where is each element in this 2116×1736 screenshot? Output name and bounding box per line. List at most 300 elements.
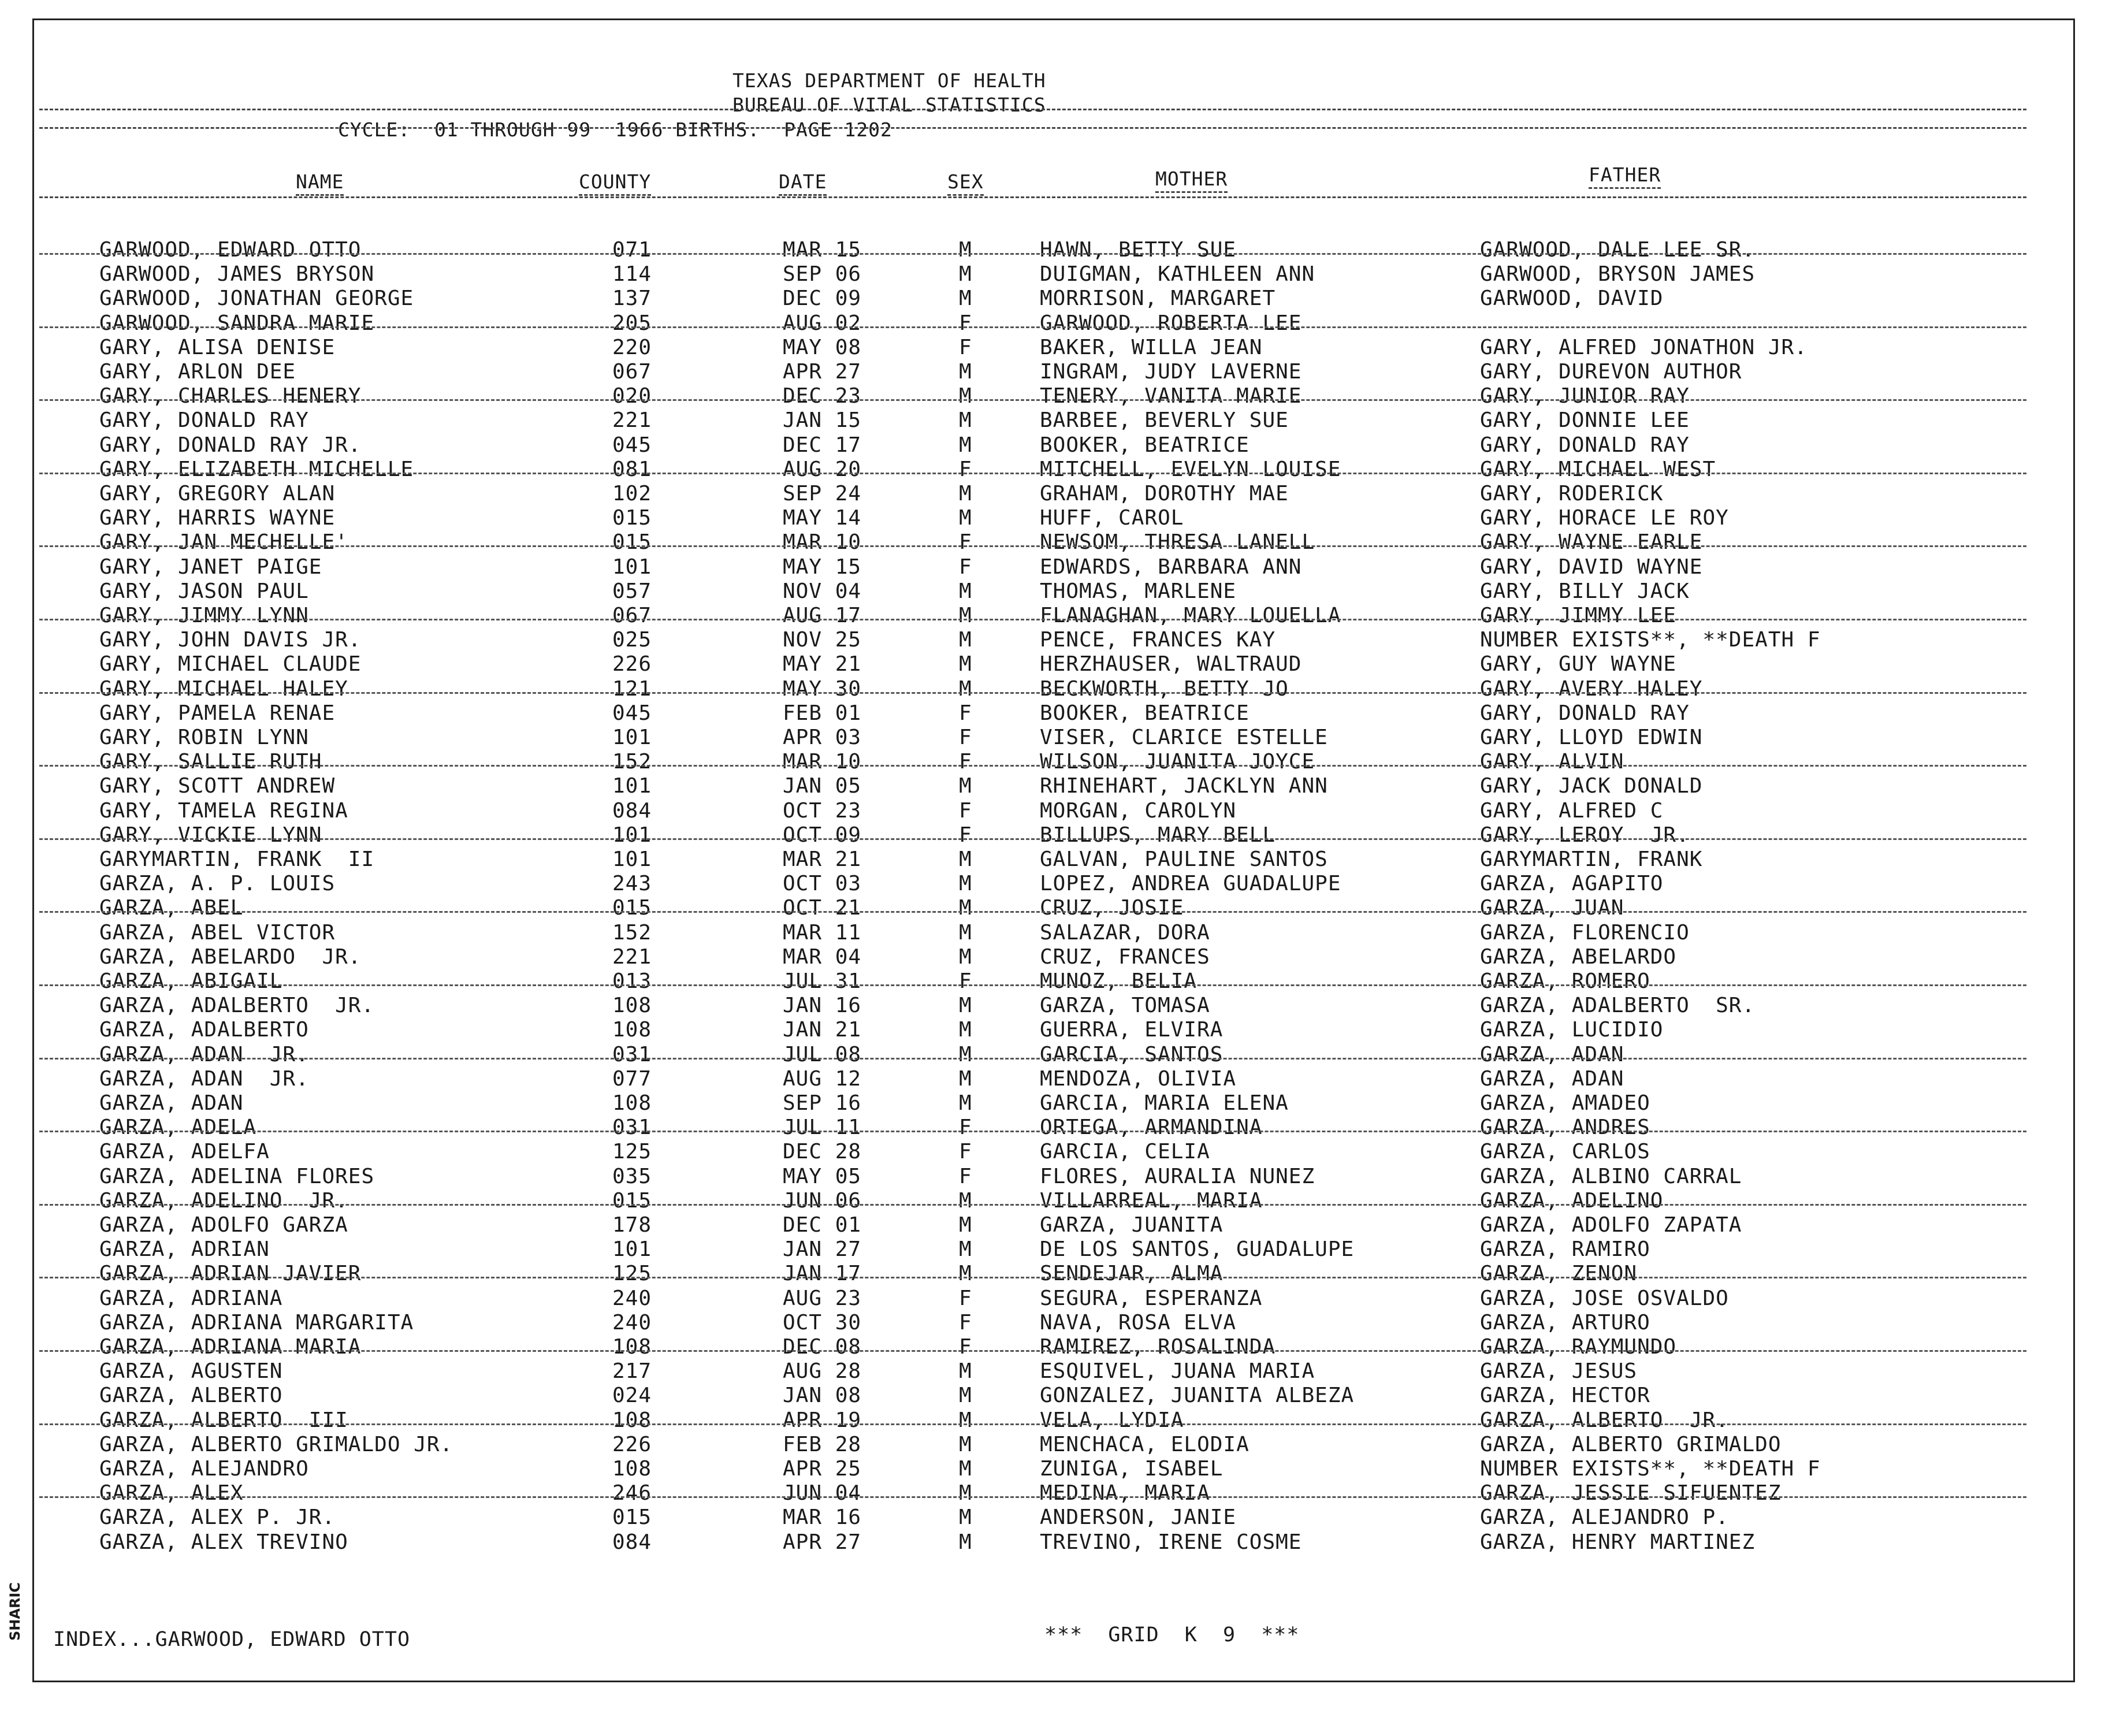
record-county: 020 xyxy=(612,384,652,408)
header-rule-2 xyxy=(39,127,2026,129)
record-mother: FLANAGHAN, MARY LOUELLA xyxy=(1040,604,1341,627)
table-row xyxy=(0,1457,2116,1481)
record-date: APR 27 xyxy=(783,1530,862,1554)
record-name: GARZA, ALEX xyxy=(99,1481,244,1505)
record-name: GARY, TAMELA REGINA xyxy=(99,798,348,823)
record-father: GARY, AVERY HALEY xyxy=(1480,676,1703,701)
table-row xyxy=(0,1237,2116,1262)
record-sex: F xyxy=(959,311,972,335)
record-name: GARY, JOHN DAVIS JR. xyxy=(99,628,362,652)
record-mother: SEGURA, ESPERANZA xyxy=(1040,1286,1263,1310)
record-date: APR 27 xyxy=(783,360,862,384)
record-date: DEC 08 xyxy=(783,1335,862,1359)
record-county: 221 xyxy=(612,945,652,969)
record-mother: VISER, CLARICE ESTELLE xyxy=(1040,726,1328,749)
record-sex: M xyxy=(959,872,972,896)
record-county: 035 xyxy=(612,1164,652,1188)
record-date: OCT 30 xyxy=(783,1310,862,1334)
record-name: GARY, SALLIE RUTH xyxy=(99,750,322,774)
record-name: GARY, ALISA DENISE xyxy=(99,335,336,359)
record-date: OCT 23 xyxy=(783,798,862,823)
record-county: 101 xyxy=(612,1237,652,1262)
record-mother: TREVINO, IRENE COSME xyxy=(1040,1530,1302,1554)
record-mother: BOOKER, BEATRICE xyxy=(1040,433,1249,457)
record-county: 101 xyxy=(612,555,652,579)
record-county: 246 xyxy=(612,1481,652,1505)
record-county: 125 xyxy=(612,1140,652,1164)
record-county: 152 xyxy=(612,920,652,945)
record-mother: NAVA, ROSA ELVA xyxy=(1040,1310,1237,1334)
record-mother: DUIGMAN, KATHLEEN ANN xyxy=(1040,262,1315,287)
record-sex: M xyxy=(959,1457,972,1481)
record-sex: M xyxy=(959,384,972,408)
record-father: GARY, DAVID WAYNE xyxy=(1480,555,1703,579)
table-row xyxy=(0,823,2116,847)
record-sex: M xyxy=(959,847,972,871)
record-mother: BAKER, WILLA JEAN xyxy=(1040,335,1263,359)
record-sex: M xyxy=(959,604,972,627)
record-father: GARYMARTIN, FRANK xyxy=(1480,847,1703,871)
record-county: 015 xyxy=(612,506,652,530)
record-name: GARZA, ADALBERTO JR. xyxy=(99,994,375,1018)
record-county: 067 xyxy=(612,604,652,627)
record-father: GARY, MICHAEL WEST xyxy=(1480,457,1716,481)
side-label: SHARIC xyxy=(7,1582,23,1641)
record-sex: M xyxy=(959,1432,972,1456)
record-county: 102 xyxy=(612,482,652,505)
record-father: GARZA, HENRY MARTINEZ xyxy=(1480,1530,1756,1554)
record-father: GARY, BILLY JACK xyxy=(1480,579,1690,603)
record-name: GARZA, ADAN xyxy=(99,1091,244,1115)
record-sex: F xyxy=(959,457,972,481)
record-sex: F xyxy=(959,798,972,823)
record-father: GARZA, AMADEO xyxy=(1480,1091,1650,1115)
record-name: GARZA, ADELA xyxy=(99,1116,257,1140)
record-date: SEP 06 xyxy=(783,262,862,287)
record-mother: INGRAM, JUDY LAVERNE xyxy=(1040,360,1302,384)
record-mother: GARZA, JUANITA xyxy=(1040,1213,1224,1237)
record-mother: BILLUPS, MARY BELL xyxy=(1040,823,1276,847)
record-date: MAY 05 xyxy=(783,1164,862,1188)
table-row xyxy=(0,1335,2116,1359)
record-sex: M xyxy=(959,433,972,457)
grid-footer: *** GRID K 9 *** xyxy=(1044,1623,1300,1646)
record-name: GARZA, ABELARDO JR. xyxy=(99,945,362,969)
record-date: OCT 21 xyxy=(783,896,862,920)
record-date: JAN 15 xyxy=(783,408,862,433)
record-date: JUL 31 xyxy=(783,969,862,993)
record-date: NOV 04 xyxy=(783,579,862,603)
record-county: 081 xyxy=(612,457,652,481)
record-sex: F xyxy=(959,823,972,847)
record-county: 045 xyxy=(612,701,652,725)
record-mother: SENDEJAR, ALMA xyxy=(1040,1262,1224,1286)
table-row xyxy=(0,1311,2116,1335)
record-mother: WILSON, JUANITA JOYCE xyxy=(1040,750,1315,774)
record-father: GARY, ALFRED C xyxy=(1480,798,1664,823)
table-row xyxy=(0,360,2116,384)
record-father: GARZA, ZENON xyxy=(1480,1262,1638,1286)
record-sex: M xyxy=(959,652,972,676)
record-name: GARYMARTIN, FRANK II xyxy=(99,847,375,871)
record-father: GARY, ALVIN xyxy=(1480,750,1624,774)
record-sex: M xyxy=(959,1188,972,1213)
record-sex: M xyxy=(959,482,972,505)
record-name: GARWOOD, JAMES BRYSON xyxy=(99,262,375,287)
record-name: GARY, ELIZABETH MICHELLE xyxy=(99,457,414,481)
record-county: 067 xyxy=(612,360,652,384)
record-date: JUN 06 xyxy=(783,1188,862,1213)
table-row xyxy=(0,579,2116,604)
record-father: GARZA, ARTURO xyxy=(1480,1310,1650,1334)
record-date: MAR 15 xyxy=(783,238,862,262)
record-date: AUG 12 xyxy=(783,1066,862,1091)
record-date: JAN 05 xyxy=(783,774,862,798)
record-mother: SALAZAR, DORA xyxy=(1040,920,1210,945)
record-sex: M xyxy=(959,1384,972,1408)
record-sex: M xyxy=(959,579,972,603)
record-date: DEC 23 xyxy=(783,384,862,408)
record-name: GARZA, ADRIAN xyxy=(99,1237,270,1262)
record-mother: EDWARDS, BARBARA ANN xyxy=(1040,555,1302,579)
record-mother: CRUZ, FRANCES xyxy=(1040,945,1210,969)
record-name: GARY, JANET PAIGE xyxy=(99,555,322,579)
record-county: 024 xyxy=(612,1384,652,1408)
record-name: GARY, JIMMY LYNN xyxy=(99,604,309,627)
record-name: GARZA, ADALBERTO xyxy=(99,1018,309,1042)
cycle-line: CYCLE: 01 THROUGH 99 1966 BIRTHS. PAGE 1202 xyxy=(338,118,892,141)
record-sex: M xyxy=(959,506,972,530)
record-mother: TENERY, VANITA MARIE xyxy=(1040,384,1302,408)
record-mother: MUNOZ, BELIA xyxy=(1040,969,1198,993)
record-county: 240 xyxy=(612,1310,652,1334)
col-head-date: DATE xyxy=(779,170,827,193)
record-father: GARZA, AGAPITO xyxy=(1480,872,1664,896)
table-row xyxy=(0,628,2116,652)
table-row xyxy=(0,311,2116,336)
record-date: AUG 17 xyxy=(783,604,862,627)
record-father: GARZA, FLORENCIO xyxy=(1480,920,1690,945)
record-name: GARZA, ADRIANA xyxy=(99,1286,283,1310)
record-mother: GARCIA, MARIA ELENA xyxy=(1040,1091,1289,1115)
record-date: MAY 14 xyxy=(783,506,862,530)
table-row xyxy=(0,945,2116,969)
record-father: GARY, DONNIE LEE xyxy=(1480,408,1690,433)
record-father: GARY, DONALD RAY xyxy=(1480,433,1690,457)
record-county: 108 xyxy=(612,1408,652,1432)
record-sex: F xyxy=(959,555,972,579)
record-name: GARZA, ABEL xyxy=(99,896,244,920)
record-mother: MORRISON, MARGARET xyxy=(1040,287,1276,311)
record-mother: BARBEE, BEVERLY SUE xyxy=(1040,408,1289,433)
col-head-father: FATHER xyxy=(1589,163,1661,186)
record-sex: F xyxy=(959,1335,972,1359)
record-mother: ZUNIGA, ISABEL xyxy=(1040,1457,1224,1481)
table-row xyxy=(0,1433,2116,1457)
record-name: GARZA, ADRIANA MARGARITA xyxy=(99,1310,414,1334)
record-date: MAY 21 xyxy=(783,652,862,676)
record-name: GARY, SCOTT ANDREW xyxy=(99,774,336,798)
table-row xyxy=(0,872,2116,896)
record-county: 077 xyxy=(612,1066,652,1091)
record-county: 101 xyxy=(612,847,652,871)
record-county: 015 xyxy=(612,1505,652,1530)
record-date: DEC 17 xyxy=(783,433,862,457)
table-row xyxy=(0,1408,2116,1433)
record-mother: GARZA, TOMASA xyxy=(1040,994,1210,1018)
col-head-sex: SEX xyxy=(947,170,984,193)
record-date: MAR 21 xyxy=(783,847,862,871)
table-row xyxy=(0,1189,2116,1213)
record-name: GARZA, ADELFA xyxy=(99,1140,270,1164)
table-row xyxy=(0,1287,2116,1311)
record-father: GARY, GUY WAYNE xyxy=(1480,652,1677,676)
header-rule-1 xyxy=(39,109,2026,110)
table-row xyxy=(0,1384,2116,1408)
table-row xyxy=(0,604,2116,628)
record-name: GARY, HARRIS WAYNE xyxy=(99,506,336,530)
table-row xyxy=(0,555,2116,579)
table-row xyxy=(0,1043,2116,1067)
record-father: GARWOOD, DAVID xyxy=(1480,287,1664,311)
record-county: 084 xyxy=(612,1530,652,1554)
table-row xyxy=(0,506,2116,530)
record-father: GARZA, ALBERTO JR. xyxy=(1480,1408,1729,1432)
record-name: GARWOOD, JONATHAN GEORGE xyxy=(99,287,414,311)
record-name: GARY, MICHAEL CLAUDE xyxy=(99,652,362,676)
record-mother: HUFF, CAROL xyxy=(1040,506,1184,530)
record-county: 045 xyxy=(612,433,652,457)
record-father: GARZA, JESUS xyxy=(1480,1359,1638,1384)
record-mother: ORTEGA, ARMANDINA xyxy=(1040,1116,1263,1140)
record-name: GARZA, ADAN JR. xyxy=(99,1042,309,1066)
table-row xyxy=(0,287,2116,311)
record-county: 071 xyxy=(612,238,652,262)
record-father: GARZA, RAYMUNDO xyxy=(1480,1335,1677,1359)
record-name: GARY, VICKIE LYNN xyxy=(99,823,322,847)
record-date: JAN 27 xyxy=(783,1237,862,1262)
record-name: GARY, ARLON DEE xyxy=(99,360,296,384)
record-sex: F xyxy=(959,1310,972,1334)
record-father: GARZA, HECTOR xyxy=(1480,1384,1650,1408)
record-county: 108 xyxy=(612,994,652,1018)
record-date: MAY 30 xyxy=(783,676,862,701)
record-date: JAN 08 xyxy=(783,1384,862,1408)
table-row xyxy=(0,1530,2116,1555)
record-county: 243 xyxy=(612,872,652,896)
record-mother: VELA, LYDIA xyxy=(1040,1408,1184,1432)
record-mother: GARCIA, CELIA xyxy=(1040,1140,1210,1164)
record-date: AUG 23 xyxy=(783,1286,862,1310)
record-date: AUG 20 xyxy=(783,457,862,481)
record-sex: F xyxy=(959,1116,972,1140)
record-sex: F xyxy=(959,1164,972,1188)
record-county: 013 xyxy=(612,969,652,993)
record-county: 108 xyxy=(612,1018,652,1042)
record-father: GARZA, ADALBERTO SR. xyxy=(1480,994,1756,1018)
record-county: 217 xyxy=(612,1359,652,1384)
record-name: GARZA, AGUSTEN xyxy=(99,1359,283,1384)
record-county: 025 xyxy=(612,628,652,652)
record-date: AUG 02 xyxy=(783,311,862,335)
record-name: GARZA, ADRIANA MARIA xyxy=(99,1335,362,1359)
record-father: GARZA, ALEJANDRO P. xyxy=(1480,1505,1729,1530)
record-sex: M xyxy=(959,774,972,798)
record-sex: M xyxy=(959,262,972,287)
record-father: GARZA, ANDRES xyxy=(1480,1116,1650,1140)
record-date: APR 03 xyxy=(783,726,862,749)
record-name: GARZA, ALBERTO GRIMALDO JR. xyxy=(99,1432,453,1456)
record-father: NUMBER EXISTS**, **DEATH F xyxy=(1480,628,1821,652)
record-county: 221 xyxy=(612,408,652,433)
record-father: NUMBER EXISTS**, **DEATH F xyxy=(1480,1457,1821,1481)
record-name: GARY, ROBIN LYNN xyxy=(99,726,309,749)
record-name: GARZA, ALEJANDRO xyxy=(99,1457,309,1481)
record-name: GARZA, ADOLFO GARZA xyxy=(99,1213,348,1237)
record-name: GARY, CHARLES HENERY xyxy=(99,384,362,408)
record-date: OCT 03 xyxy=(783,872,862,896)
table-row xyxy=(0,1018,2116,1042)
record-date: SEP 24 xyxy=(783,482,862,505)
record-mother: GONZALEZ, JUANITA ALBEZA xyxy=(1040,1384,1355,1408)
table-row xyxy=(0,1067,2116,1091)
record-county: 137 xyxy=(612,287,652,311)
record-county: 108 xyxy=(612,1457,652,1481)
record-mother: RAMIREZ, ROSALINDA xyxy=(1040,1335,1276,1359)
record-mother: RHINEHART, JACKLYN ANN xyxy=(1040,774,1328,798)
table-row xyxy=(0,238,2116,262)
record-name: GARY, DONALD RAY JR. xyxy=(99,433,362,457)
record-mother: NEWSOM, THRESA LANELL xyxy=(1040,530,1315,555)
table-row xyxy=(0,726,2116,750)
record-name: GARZA, ADELINA FLORES xyxy=(99,1164,375,1188)
record-father: GARZA, JUAN xyxy=(1480,896,1624,920)
record-mother: MITCHELL, EVELYN LOUISE xyxy=(1040,457,1341,481)
table-row xyxy=(0,1116,2116,1140)
record-mother: MORGAN, CAROLYN xyxy=(1040,798,1237,823)
table-row xyxy=(0,1262,2116,1286)
record-sex: F xyxy=(959,335,972,359)
record-date: MAR 10 xyxy=(783,530,862,555)
record-father: GARZA, ABELARDO xyxy=(1480,945,1677,969)
record-mother: ESQUIVEL, JUANA MARIA xyxy=(1040,1359,1315,1384)
record-mother: LOPEZ, ANDREA GUADALUPE xyxy=(1040,872,1341,896)
record-father: GARZA, ADAN xyxy=(1480,1066,1624,1091)
record-date: MAR 04 xyxy=(783,945,862,969)
record-father: GARZA, ADAN xyxy=(1480,1042,1624,1066)
record-name: GARZA, ABEL VICTOR xyxy=(99,920,336,945)
record-mother: MEDINA, MARIA xyxy=(1040,1481,1210,1505)
record-father: GARY, JIMMY LEE xyxy=(1480,604,1677,627)
record-sex: F xyxy=(959,1140,972,1164)
record-mother: ANDERSON, JANIE xyxy=(1040,1505,1237,1530)
record-sex: M xyxy=(959,945,972,969)
record-county: 108 xyxy=(612,1335,652,1359)
table-row xyxy=(0,336,2116,360)
record-sex: M xyxy=(959,1359,972,1384)
record-sex: M xyxy=(959,994,972,1018)
record-father: GARY, WAYNE EARLE xyxy=(1480,530,1703,555)
table-row xyxy=(0,847,2116,872)
record-county: 205 xyxy=(612,311,652,335)
record-date: MAY 15 xyxy=(783,555,862,579)
table-row xyxy=(0,433,2116,458)
record-sex: M xyxy=(959,920,972,945)
record-mother: THOMAS, MARLENE xyxy=(1040,579,1237,603)
record-date: APR 25 xyxy=(783,1457,862,1481)
record-sex: F xyxy=(959,1286,972,1310)
record-sex: M xyxy=(959,1018,972,1042)
record-sex: M xyxy=(959,1213,972,1237)
record-name: GARZA, ADRIAN JAVIER xyxy=(99,1262,362,1286)
record-sex: M xyxy=(959,628,972,652)
record-sex: F xyxy=(959,750,972,774)
record-father: GARY, DONALD RAY xyxy=(1480,701,1690,725)
record-sex: M xyxy=(959,1505,972,1530)
table-row xyxy=(0,530,2116,555)
record-name: GARZA, A. P. LOUIS xyxy=(99,872,336,896)
record-father: GARZA, JESSIE SIFUENTEZ xyxy=(1480,1481,1782,1505)
record-mother: GRAHAM, DOROTHY MAE xyxy=(1040,482,1289,505)
record-father: GARZA, ADOLFO ZAPATA xyxy=(1480,1213,1742,1237)
record-father: GARY, RODERICK xyxy=(1480,482,1664,505)
record-mother: DE LOS SANTOS, GUADALUPE xyxy=(1040,1237,1355,1262)
record-county: 015 xyxy=(612,896,652,920)
record-name: GARY, JAN MECHELLE' xyxy=(99,530,348,555)
record-date: OCT 09 xyxy=(783,823,862,847)
table-row xyxy=(0,408,2116,433)
record-sex: M xyxy=(959,1066,972,1091)
record-date: JAN 17 xyxy=(783,1262,862,1286)
record-date: MAR 11 xyxy=(783,920,862,945)
record-name: GARZA, ALBERTO III xyxy=(99,1408,348,1432)
record-mother: BOOKER, BEATRICE xyxy=(1040,701,1249,725)
table-row xyxy=(0,482,2116,506)
record-county: 031 xyxy=(612,1116,652,1140)
table-row xyxy=(0,896,2116,920)
record-date: DEC 28 xyxy=(783,1140,862,1164)
record-father: GARZA, ALBERTO GRIMALDO xyxy=(1480,1432,1782,1456)
record-county: 101 xyxy=(612,726,652,749)
record-name: GARY, MICHAEL HALEY xyxy=(99,676,348,701)
table-row xyxy=(0,994,2116,1018)
record-county: 226 xyxy=(612,652,652,676)
index-footer: INDEX...GARWOOD, EDWARD OTTO xyxy=(53,1628,411,1651)
record-father: GARWOOD, BRYSON JAMES xyxy=(1480,262,1756,287)
record-name: GARY, PAMELA RENAE xyxy=(99,701,336,725)
record-father: GARY, JUNIOR RAY xyxy=(1480,384,1690,408)
record-mother: MENDOZA, OLIVIA xyxy=(1040,1066,1237,1091)
table-row xyxy=(0,774,2116,798)
record-mother: PENCE, FRANCES KAY xyxy=(1040,628,1276,652)
record-father: GARZA, RAMIRO xyxy=(1480,1237,1650,1262)
record-county: 114 xyxy=(612,262,652,287)
table-row xyxy=(0,677,2116,701)
record-sex: M xyxy=(959,238,972,262)
record-county: 015 xyxy=(612,530,652,555)
record-name: GARZA, ADAN JR. xyxy=(99,1066,309,1091)
record-county: 031 xyxy=(612,1042,652,1066)
record-mother: VILLARREAL, MARIA xyxy=(1040,1188,1263,1213)
bureau-title: BUREAU OF VITAL STATISTICS xyxy=(732,94,1046,116)
record-father: GARZA, ROMERO xyxy=(1480,969,1650,993)
table-row xyxy=(0,262,2116,287)
record-mother: FLORES, AURALIA NUNEZ xyxy=(1040,1164,1315,1188)
table-row xyxy=(0,1165,2116,1189)
record-county: 108 xyxy=(612,1091,652,1115)
record-sex: F xyxy=(959,726,972,749)
table-row xyxy=(0,652,2116,676)
